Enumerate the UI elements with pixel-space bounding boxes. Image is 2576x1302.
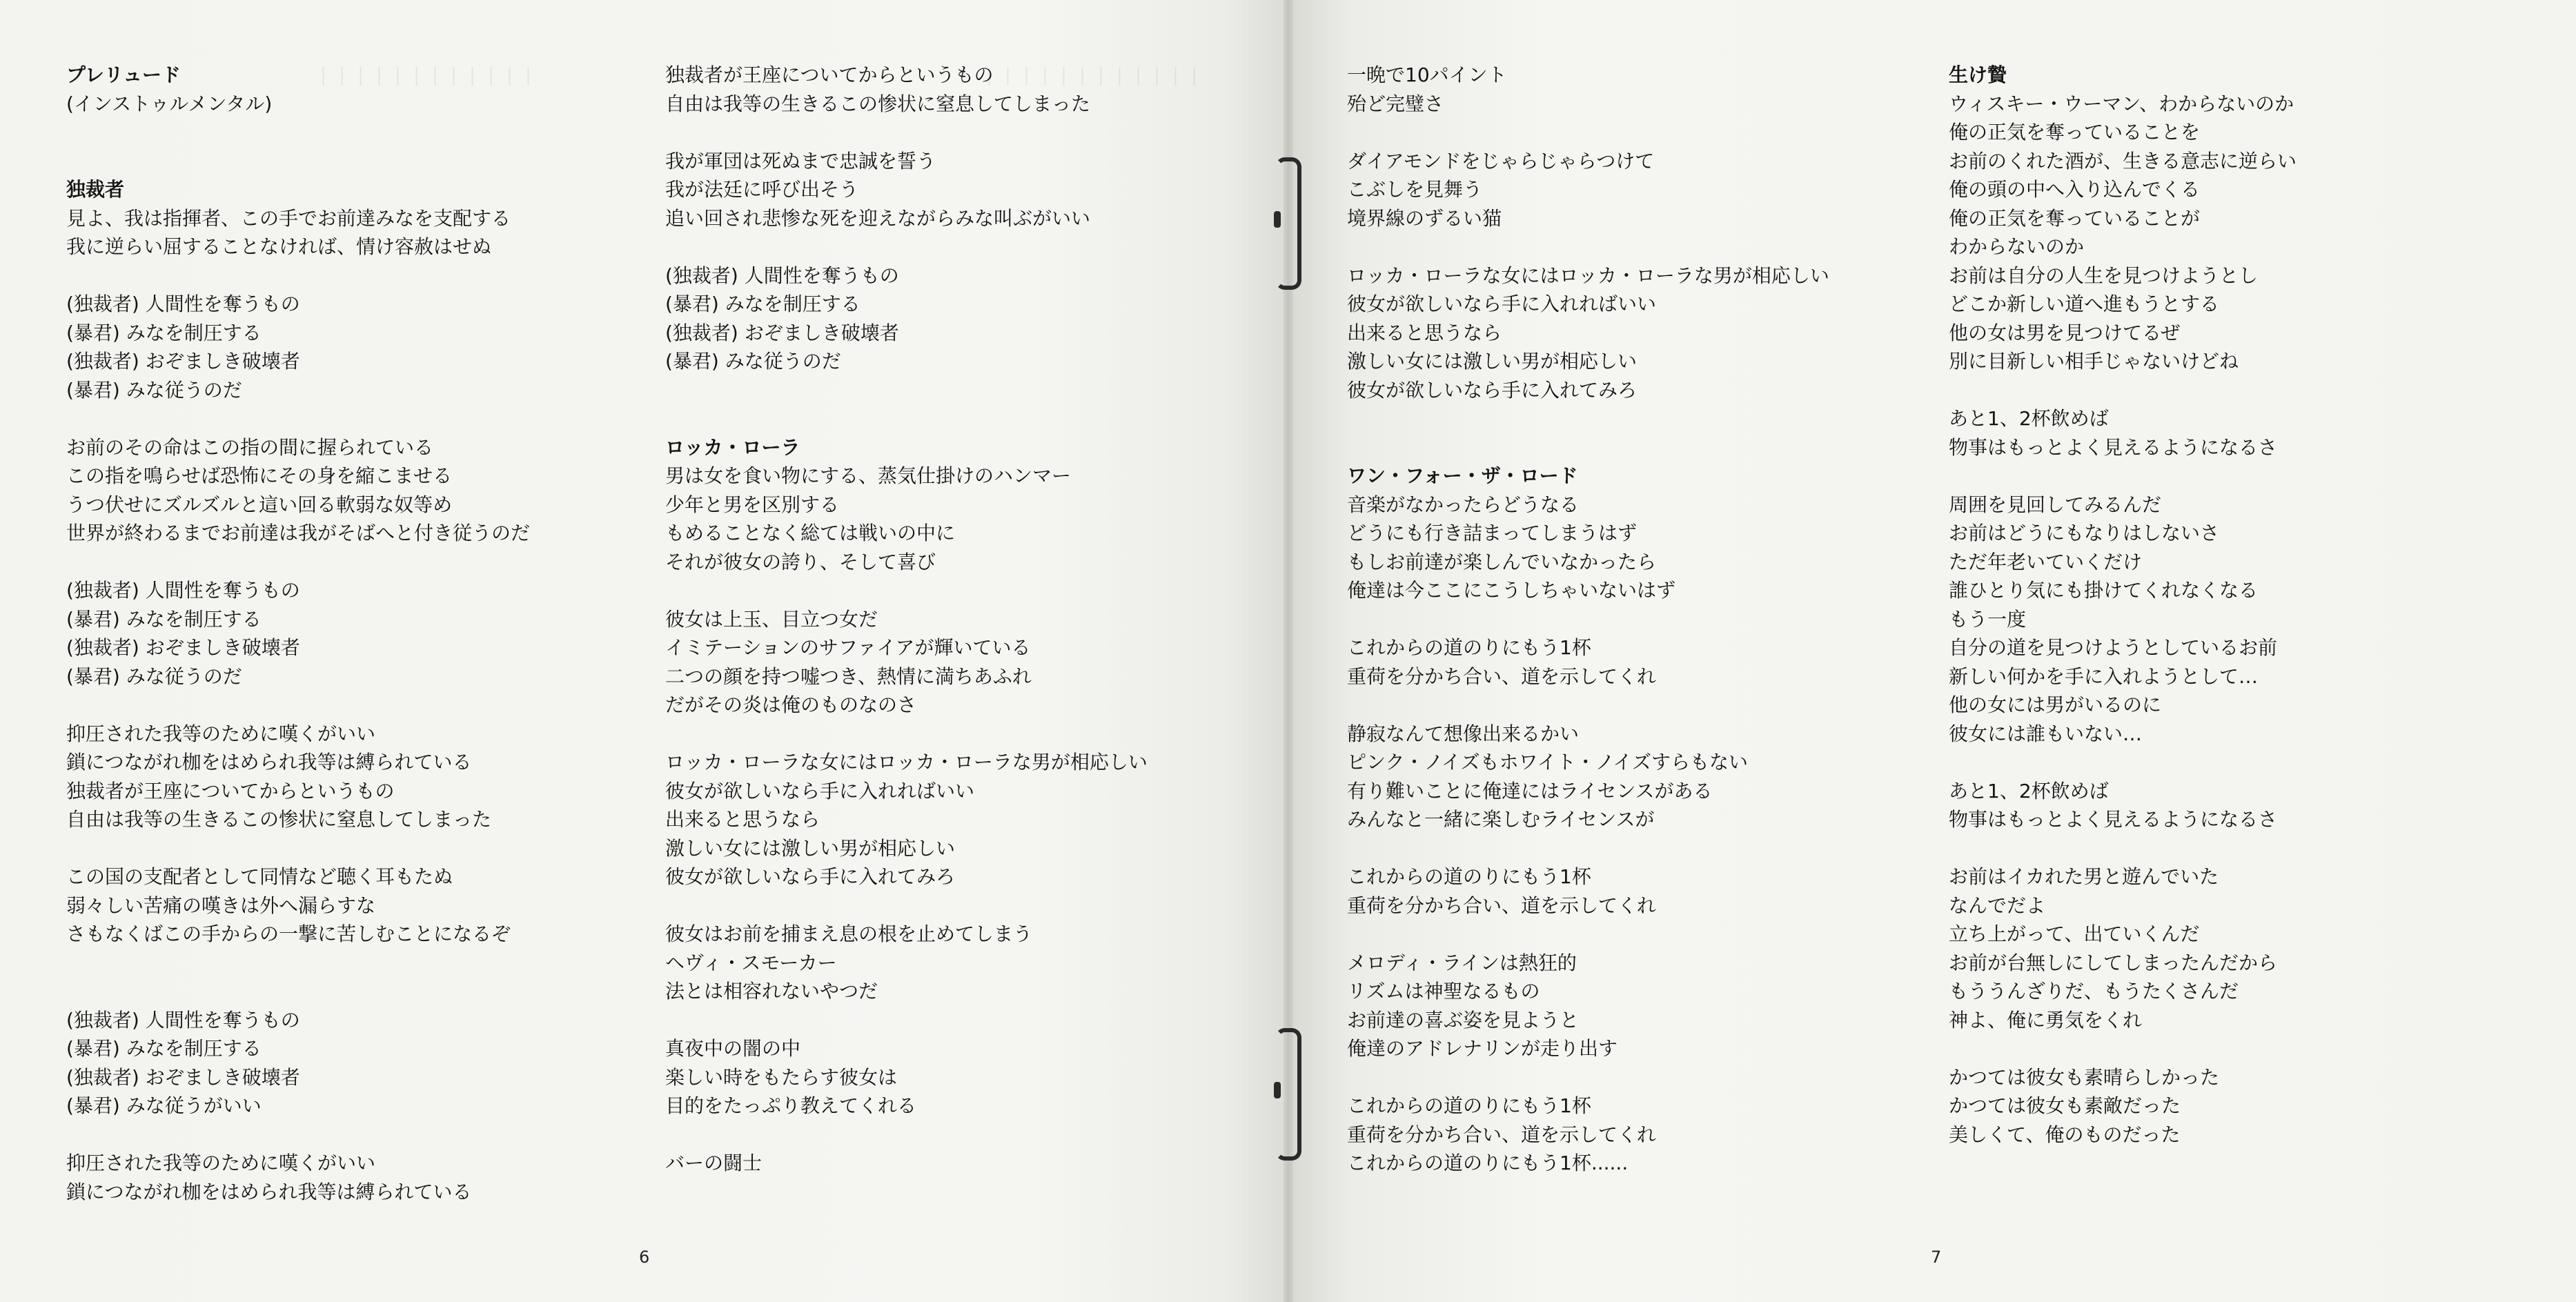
- lyric-line: ロッカ・ローラな女にはロッカ・ローラな男が相応しい: [665, 751, 1148, 773]
- lyric-line: 鎖につながれ枷をはめられ我等は縛られている: [66, 1180, 472, 1203]
- lyric-line: (暴君) みな従うのだ: [665, 350, 841, 373]
- stanza-gap: [665, 891, 1148, 920]
- stanza-gap: [1347, 1063, 1829, 1092]
- stanza-gap: [66, 118, 530, 147]
- lyric-line: (暴君) みな従うのだ: [66, 378, 242, 402]
- lyric-line: (独裁者) 人間性を奪うもの: [665, 264, 899, 287]
- right-page: [1288, 0, 2576, 1302]
- stanza-gap: [665, 720, 1148, 749]
- lyric-line: だがその炎は俺のものなのさ: [665, 693, 917, 716]
- stanza-gap: [665, 118, 1148, 147]
- lyric-line: 重荷を分かち合い、道を示してくれ: [1347, 664, 1657, 688]
- stanza-gap: [665, 376, 1148, 405]
- lyric-line: 境界線のずるい猫: [1347, 206, 1502, 230]
- stanza-gap: [66, 147, 530, 176]
- lyric-line: 立ち上がって、出ていくんだ: [1949, 923, 2200, 945]
- lyric-line: 誰ひとり気にも掛けてくれなくなる: [1949, 579, 2259, 602]
- lyric-line: 彼女は上玉、目立つ女だ: [665, 607, 878, 631]
- lyric-line: ダイアモンドをじゃらじゃらつけて: [1347, 149, 1655, 172]
- lyric-line: もううんざりだ、もうたくさんだ: [1949, 980, 2239, 1003]
- lyric-line: どこか新しい道へ進もうとする: [1949, 293, 2220, 315]
- lyric-line: なんでだよ: [1949, 894, 2046, 917]
- lyric-line: (暴君) みなを制圧する: [66, 1037, 262, 1060]
- lyric-line: もしお前達が楽しんでいなかったら: [1347, 550, 1657, 573]
- lyric-line: バーの闘士: [665, 1152, 763, 1174]
- stanza-gap: [66, 977, 530, 1006]
- lyric-line: お前のその命はこの指の間に握られている: [66, 435, 434, 459]
- stanza-gap: [66, 262, 530, 290]
- stanza-gap: [665, 1006, 1148, 1035]
- lyric-line: お前達の喜ぶ姿を見ようと: [1347, 1008, 1580, 1032]
- lyric-line: 物事はもっとよく見えるようになるさ: [1949, 435, 2278, 459]
- lyric-line: もう一度: [1949, 607, 2027, 631]
- lyric-line: (暴君) みなを制圧する: [66, 607, 262, 631]
- lyric-line: この指を鳴らせば恐怖にその身を縮こませる: [66, 464, 453, 487]
- lyric-line: かつては彼女も素晴らしかった: [1949, 1065, 2220, 1089]
- stanza-gap: [1347, 605, 1829, 634]
- lyric-line: ロッカ・ローラな女にはロッカ・ローラな男が相応しい: [1347, 264, 1829, 287]
- lyric-line: 美しくて、俺のものだった: [1949, 1123, 2181, 1146]
- lyric-line: 自分の道を見つけようとしているお前: [1949, 636, 2278, 659]
- lyric-line: リズムは神聖なるもの: [1347, 980, 1540, 1003]
- lyric-line: 俺達は今ここにこうしちゃいないはず: [1347, 579, 1676, 602]
- lyric-line: 我に逆らい屈することなければ、情け容赦はせぬ: [66, 235, 492, 258]
- lyric-line: 激しい女には激しい男が相応しい: [1347, 350, 1638, 373]
- stanza-gap: [1347, 233, 1829, 262]
- lyric-line: お前が台無しにしてしまったんだから: [1949, 951, 2278, 974]
- lyric-line: うつ伏せにズルズルと這い回る軟弱な奴等め: [66, 493, 453, 516]
- stanza-gap: [1347, 920, 1829, 949]
- lyric-line: (独裁者) 人間性を奪うもの: [66, 579, 300, 602]
- lyric-line: (独裁者) おぞましき破壊者: [66, 350, 300, 373]
- lyric-line: (独裁者) 人間性を奪うもの: [66, 293, 300, 315]
- lyric-line: 鎖につながれ枷をはめられ我等は縛られている: [66, 751, 472, 773]
- lyric-line: 彼女には誰もいない…: [1949, 722, 2143, 745]
- stanza-gap: [66, 834, 530, 863]
- lyric-line: 出来ると思うなら: [1347, 321, 1502, 344]
- lyric-line: イミテーションのサファイアが輝いている: [665, 636, 1031, 659]
- lyric-line: これからの道のりにもう1杯: [1347, 1094, 1591, 1117]
- stanza-gap: [1949, 748, 2297, 777]
- lyric-line: 俺の正気を奪っていることが: [1949, 206, 2201, 230]
- lyric-line: 彼女はお前を捕まえ息の根を止めてしまう: [665, 923, 1033, 945]
- lyric-line: どうにも行き詰まってしまうはず: [1347, 522, 1638, 544]
- lyric-line: (暴君) みなを制圧する: [665, 293, 861, 315]
- staple-bottom: [1275, 1028, 1301, 1161]
- stanza-gap: [665, 576, 1148, 605]
- lyric-line: ヘヴィ・スモーカー: [665, 951, 837, 974]
- lyric-line: 自由は我等の生きるこの惨状に窒息してしまった: [66, 808, 492, 831]
- lyric-line: 彼女が欲しいなら手に入れればいい: [665, 779, 975, 802]
- lyric-line: ウィスキー・ウーマン、わからないのか: [1949, 92, 2294, 115]
- lyric-line: お前はイカれた男と遊んでいた: [1949, 865, 2219, 888]
- stanza-gap: [1949, 834, 2297, 863]
- show-through-text: ｜｜｜｜｜｜｜｜｜｜｜｜: [314, 67, 538, 88]
- lyric-line: あと1、2杯飲めば: [1949, 779, 2109, 802]
- lyric-line: それが彼女の誇り、そして喜び: [665, 550, 936, 573]
- lyric-line: 俺達のアドレナリンが走り出す: [1347, 1037, 1618, 1060]
- lyric-line: 追い回され悲惨な死を迎えながらみな叫ぶがいい: [665, 206, 1091, 230]
- lyric-line: お前は自分の人生を見つけようとし: [1949, 264, 2259, 287]
- stanza-gap: [66, 949, 530, 978]
- lyric-line: 物事はもっとよく見えるようになるさ: [1949, 808, 2278, 831]
- song-title: ロッカ・ローラ: [665, 435, 800, 459]
- lyric-line: 殆ど完璧さ: [1347, 92, 1444, 115]
- lyric-line: (独裁者) 人間性を奪うもの: [66, 1008, 300, 1032]
- stanza-gap: [66, 404, 530, 433]
- lyric-line: 見よ、我は指揮者、この手でお前達みなを支配する: [66, 206, 511, 230]
- lyric-line: 少年と男を区別する: [665, 493, 840, 516]
- lyric-line: こぶしを見舞う: [1347, 178, 1483, 201]
- lyric-line: 新しい何かを手に入れようとして…: [1949, 664, 2259, 688]
- lyric-line: これからの道のりにもう1杯: [1347, 636, 1591, 659]
- lyric-line: この国の支配者として同情など聴く耳もたぬ: [66, 865, 453, 888]
- page-number-right: 7: [1931, 1247, 1942, 1267]
- lyrics-column-left-2: [665, 61, 1148, 1178]
- song-title: プレリュード: [66, 63, 181, 86]
- lyric-line: 彼女が欲しいなら手に入れてみろ: [1347, 378, 1638, 402]
- stanza-gap: [1347, 834, 1829, 863]
- lyric-line: 他の女は男を見つけてるぜ: [1949, 321, 2181, 344]
- stanza-gap: [1347, 433, 1829, 462]
- lyric-line: 有り難いことに俺達にはライセンスがある: [1347, 779, 1713, 802]
- lyric-line: これからの道のりにもう1杯......: [1347, 1152, 1629, 1174]
- lyric-line: 我が軍団は死ぬまで忠誠を誓う: [665, 149, 936, 172]
- lyric-line: 出来ると思うなら: [665, 808, 820, 831]
- song-title: 独裁者: [66, 178, 125, 201]
- song-title: ワン・フォー・ザ・ロード: [1347, 464, 1578, 487]
- lyric-line: 目的をたっぷり教えてくれる: [665, 1094, 917, 1117]
- lyrics-column-left-1: [66, 61, 530, 1206]
- lyric-line: 彼女が欲しいなら手に入れればいい: [1347, 293, 1657, 315]
- lyric-line: 弱々しい苦痛の嘆きは外へ漏らすな: [66, 894, 376, 917]
- stanza-gap: [1347, 118, 1829, 147]
- lyric-line: 静寂なんて想像出来るかい: [1347, 722, 1580, 745]
- stanza-gap: [665, 233, 1148, 262]
- lyric-line: みんなと一緒に楽しむライセンスが: [1347, 808, 1655, 831]
- stanza-gap: [1949, 376, 2297, 405]
- stanza-gap: [1347, 404, 1829, 433]
- page-number-left: 6: [639, 1247, 650, 1267]
- stanza-gap: [665, 404, 1148, 433]
- lyric-line: 法とは相容れないやつだ: [665, 980, 878, 1003]
- lyric-line: 世界が終わるまでお前達は我がそばへと付き従うのだ: [66, 522, 531, 544]
- lyric-line: お前はどうにもなりはしないさ: [1949, 522, 2220, 544]
- lyric-line: (インストゥルメンタル): [66, 92, 273, 115]
- lyric-line: ただ年老いていくだけ: [1949, 550, 2143, 573]
- lyric-line: 楽しい時をもたらす彼女は: [665, 1065, 898, 1089]
- stanza-gap: [66, 548, 530, 577]
- stanza-gap: [1949, 462, 2297, 491]
- lyric-line: 抑圧された我等のために嘆くがいい: [66, 1152, 376, 1174]
- lyric-line: 音楽がなかったらどうなる: [1347, 493, 1580, 516]
- stanza-gap: [1347, 691, 1829, 720]
- lyric-line: 独裁者が王座についてからというもの: [66, 779, 395, 802]
- lyric-line: 重荷を分かち合い、道を示してくれ: [1347, 1123, 1657, 1146]
- lyric-line: 激しい女には激しい男が相応しい: [665, 836, 956, 860]
- stanza-gap: [665, 1121, 1148, 1150]
- lyric-line: 重荷を分かち合い、道を示してくれ: [1347, 894, 1657, 917]
- lyric-line: 二つの顔を持つ嘘つき、熱情に満ちあふれ: [665, 664, 1032, 688]
- lyric-line: ピンク・ノイズもホワイト・ノイズすらもない: [1347, 751, 1749, 773]
- lyric-line: これからの道のりにもう1杯: [1347, 865, 1591, 888]
- lyric-line: 抑圧された我等のために嘆くがいい: [66, 722, 376, 745]
- stanza-gap: [1949, 1034, 2297, 1063]
- lyric-line: 他の女には男がいるのに: [1949, 693, 2162, 716]
- lyric-line: 周囲を見回してみるんだ: [1949, 493, 2162, 516]
- lyric-line: (独裁者) おぞましき破壊者: [66, 636, 300, 659]
- lyric-line: (暴君) みな従うのだ: [66, 664, 242, 688]
- lyric-line: (独裁者) おぞましき破壊者: [665, 321, 899, 344]
- stanza-gap: [66, 1121, 530, 1150]
- lyric-line: 真夜中の闇の中: [665, 1037, 801, 1060]
- lyric-line: もめることなく総ては戦いの中に: [665, 522, 956, 544]
- lyrics-column-right-1: [1347, 61, 1829, 1178]
- lyric-line: 独裁者が王座についてからというもの: [665, 63, 994, 86]
- lyric-line: (暴君) みな従うがいい: [66, 1094, 262, 1117]
- lyric-line: 神よ、俺に勇気をくれ: [1949, 1008, 2143, 1032]
- lyric-line: かつては彼女も素敵だった: [1949, 1094, 2181, 1117]
- staple-top: [1275, 157, 1301, 290]
- lyric-line: わからないのか: [1949, 235, 2085, 258]
- lyric-line: (独裁者) おぞましき破壊者: [66, 1065, 300, 1089]
- lyric-line: (暴君) みなを制圧する: [66, 321, 262, 344]
- stanza-gap: [66, 691, 530, 720]
- lyrics-column-right-2: [1949, 61, 2297, 1149]
- lyric-line: 我が法廷に呼び出そう: [665, 178, 859, 201]
- lyric-line: さもなくばこの手からの一撃に苦しむことになるぞ: [66, 923, 511, 945]
- show-through-text: ｜｜｜｜｜｜｜｜｜｜｜｜: [980, 67, 1203, 88]
- lyric-line: あと1、2杯飲めば: [1949, 407, 2109, 430]
- lyric-line: 俺の正気を奪っていることを: [1949, 121, 2201, 144]
- lyric-line: 彼女が欲しいなら手に入れてみろ: [665, 865, 956, 888]
- lyric-line: 男は女を食い物にする、蒸気仕掛けのハンマー: [665, 464, 1072, 487]
- lyric-line: お前のくれた酒が、生きる意志に逆らい: [1949, 149, 2297, 172]
- lyric-line: 別に目新しい相手じゃないけどね: [1949, 350, 2239, 373]
- song-title: 生け贄: [1949, 63, 2007, 86]
- lyric-line: 一晩で10パイント: [1347, 63, 1507, 86]
- lyric-line: 自由は我等の生きるこの惨状に窒息してしまった: [665, 92, 1091, 115]
- lyric-line: 俺の頭の中へ入り込んでくる: [1949, 178, 2201, 201]
- lyric-line: メロディ・ラインは熱狂的: [1347, 951, 1577, 974]
